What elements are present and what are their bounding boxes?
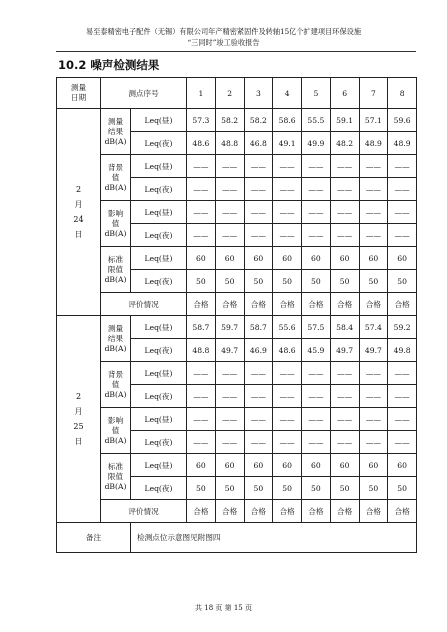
- measure-night-value-cell: 48.8: [215, 132, 244, 155]
- impact-day-value-cell: ——: [187, 201, 216, 224]
- date-cell-line: 月: [74, 200, 83, 209]
- table-row: [57, 454, 417, 477]
- impact-night-value-cell: ——: [273, 431, 302, 454]
- background-day-value-cell: ——: [215, 155, 244, 178]
- impact-night-value-cell: ——: [388, 224, 417, 247]
- impact-night-value-cell: ——: [244, 431, 273, 454]
- measure-day-value-cell: 58.7: [244, 316, 273, 339]
- standard-day-value-cell: 60: [359, 247, 388, 270]
- measure-category-cell-line: dB(A): [104, 136, 127, 146]
- measure-night-value-cell: 49.7: [215, 339, 244, 362]
- report-header: [40, 26, 407, 48]
- measure-day-value-cell: 58.6: [273, 109, 302, 132]
- standard-day-value-cell: 60: [330, 247, 359, 270]
- standard-night-value-cell: 50: [388, 477, 417, 500]
- standard-day-value-cell: 60: [273, 247, 302, 270]
- evaluation-value-cell: 合格: [215, 500, 244, 523]
- impact-night-value-cell: ——: [215, 224, 244, 247]
- background-night-value-cell: ——: [359, 385, 388, 408]
- standard-night-value-cell: 50: [330, 270, 359, 293]
- standard-night-value-cell: 50: [273, 270, 302, 293]
- standard-night-value-cell: 50: [359, 477, 388, 500]
- measure-day-value-cell: 55.5: [302, 109, 331, 132]
- standard-day-value-cell: 60: [187, 247, 216, 270]
- standard-day-value-cell: 60: [215, 247, 244, 270]
- period-label-cell: Leq(夜): [131, 178, 187, 201]
- background-day-value-cell: ——: [330, 155, 359, 178]
- remark-label-cell: 备注: [57, 523, 131, 553]
- period-label-cell: Leq(昼): [131, 408, 187, 431]
- background-night-value-cell: ——: [330, 385, 359, 408]
- impact-category-cell-line: dB(A): [104, 435, 127, 445]
- corner-header-line: 测量: [70, 83, 87, 92]
- point-number-cell: 7: [359, 78, 388, 109]
- date-cell: [57, 109, 101, 316]
- background-night-value-cell: ——: [302, 385, 331, 408]
- measure-day-value-cell: 57.3: [187, 109, 216, 132]
- measure-night-value-cell: 48.9: [359, 132, 388, 155]
- standard-night-value-cell: 50: [187, 477, 216, 500]
- background-day-value-cell: ——: [244, 155, 273, 178]
- measure-night-value-cell: 49.9: [302, 132, 331, 155]
- measure-night-value-cell: 49.1: [273, 132, 302, 155]
- report-header-line2: “三同时”竣工验收报告: [187, 38, 260, 47]
- table-row: [57, 155, 417, 178]
- evaluation-label-cell: 评价情况: [101, 293, 187, 316]
- impact-day-value-cell: ——: [187, 408, 216, 431]
- standard-category-cell-line: 限值: [107, 471, 124, 481]
- date-cell-line: 25: [73, 422, 84, 431]
- table-row: [57, 408, 417, 431]
- measure-day-value-cell: 59.6: [388, 109, 417, 132]
- measure-night-value-cell: 49.7: [359, 339, 388, 362]
- standard-day-value-cell: 60: [302, 247, 331, 270]
- section-title: 10.2 噪声检测结果: [58, 58, 160, 72]
- measure-night-value-cell: 48.8: [187, 339, 216, 362]
- report-header-line1: 易至泰精密电子配件（无锡）有限公司年产精密紧固件及转轴15亿个扩建项目环保设施: [85, 27, 362, 36]
- evaluation-value-cell: 合格: [330, 293, 359, 316]
- background-night-value-cell: ——: [244, 178, 273, 201]
- standard-category-cell-line: 标准: [107, 461, 124, 471]
- measure-night-value-cell: 48.2: [330, 132, 359, 155]
- standard-night-value-cell: 50: [215, 270, 244, 293]
- period-label-cell: Leq(夜): [131, 339, 187, 362]
- background-day-value-cell: ——: [187, 362, 216, 385]
- evaluation-value-cell: 合格: [388, 500, 417, 523]
- measure-day-value-cell: 59.2: [388, 316, 417, 339]
- impact-day-value-cell: ——: [302, 408, 331, 431]
- evaluation-value-cell: 合格: [273, 293, 302, 316]
- background-category-cell: [101, 155, 131, 201]
- measure-day-value-cell: 57.4: [359, 316, 388, 339]
- standard-night-value-cell: 50: [244, 270, 273, 293]
- impact-night-value-cell: ——: [330, 224, 359, 247]
- impact-category-cell: [101, 408, 131, 454]
- period-label-cell: Leq(昼): [131, 201, 187, 224]
- impact-day-value-cell: ——: [215, 201, 244, 224]
- impact-category-cell-line: 影响: [107, 208, 124, 218]
- standard-category-cell-line: dB(A): [104, 274, 127, 284]
- background-night-value-cell: ——: [388, 385, 417, 408]
- standard-night-value-cell: 50: [388, 270, 417, 293]
- evaluation-value-cell: 合格: [359, 293, 388, 316]
- evaluation-value-cell: 合格: [330, 500, 359, 523]
- table-row: [57, 316, 417, 339]
- background-category-cell-line: 值: [111, 379, 120, 389]
- impact-day-value-cell: ——: [273, 408, 302, 431]
- measure-night-value-cell: 46.9: [244, 339, 273, 362]
- header-divider: [56, 51, 416, 52]
- measure-day-value-cell: 58.2: [215, 109, 244, 132]
- standard-night-value-cell: 50: [273, 477, 302, 500]
- background-night-value-cell: ——: [187, 385, 216, 408]
- evaluation-value-cell: 合格: [359, 500, 388, 523]
- background-day-value-cell: ——: [244, 362, 273, 385]
- standard-category-cell-line: 标准: [107, 254, 124, 264]
- background-day-value-cell: ——: [302, 362, 331, 385]
- background-night-value-cell: ——: [302, 178, 331, 201]
- background-night-value-cell: ——: [359, 178, 388, 201]
- point-number-cell: 5: [302, 78, 331, 109]
- impact-category-cell: [101, 201, 131, 247]
- impact-night-value-cell: ——: [187, 431, 216, 454]
- impact-day-value-cell: ——: [244, 201, 273, 224]
- standard-day-value-cell: 60: [359, 454, 388, 477]
- period-label-cell: Leq(昼): [131, 316, 187, 339]
- evaluation-value-cell: 合格: [187, 293, 216, 316]
- background-category-cell-line: 值: [111, 172, 120, 182]
- period-label-cell: Leq(昼): [131, 247, 187, 270]
- measure-category-cell-line: dB(A): [104, 343, 127, 353]
- measure-day-value-cell: 55.6: [273, 316, 302, 339]
- evaluation-row: [57, 500, 417, 523]
- background-night-value-cell: ——: [187, 178, 216, 201]
- background-category-cell: [101, 362, 131, 408]
- impact-day-value-cell: ——: [359, 201, 388, 224]
- measure-category-cell: [101, 316, 131, 362]
- period-label-cell: Leq(昼): [131, 109, 187, 132]
- date-cell-line: 日: [74, 230, 83, 239]
- impact-night-value-cell: ——: [244, 224, 273, 247]
- evaluation-value-cell: 合格: [215, 293, 244, 316]
- standard-day-value-cell: 60: [244, 454, 273, 477]
- date-cell-line: 月: [74, 407, 83, 416]
- impact-category-cell-line: 值: [111, 218, 120, 228]
- impact-day-value-cell: ——: [302, 201, 331, 224]
- page-footer: 共 18 页 第 15 页: [195, 604, 252, 612]
- measure-night-value-cell: 49.8: [388, 339, 417, 362]
- standard-night-value-cell: 50: [187, 270, 216, 293]
- date-cell-line: 2: [75, 392, 82, 401]
- standard-category-cell: [101, 454, 131, 500]
- impact-night-value-cell: ——: [388, 431, 417, 454]
- period-label-cell: Leq(昼): [131, 155, 187, 178]
- measure-category-cell-line: 测量: [107, 116, 124, 126]
- impact-day-value-cell: ——: [215, 408, 244, 431]
- impact-night-value-cell: ——: [302, 431, 331, 454]
- table-row: [57, 109, 417, 132]
- measure-category-cell-line: 结果: [107, 126, 124, 136]
- evaluation-label-cell: 评价情况: [101, 500, 187, 523]
- measure-night-value-cell: 49.7: [330, 339, 359, 362]
- evaluation-value-cell: 合格: [302, 500, 331, 523]
- standard-day-value-cell: 60: [215, 454, 244, 477]
- date-cell-line: 日: [74, 437, 83, 446]
- background-day-value-cell: ——: [388, 362, 417, 385]
- date-cell-line: 2: [75, 185, 82, 194]
- period-label-cell: Leq(昼): [131, 454, 187, 477]
- noise-results-table: [56, 77, 417, 553]
- evaluation-row: [57, 293, 417, 316]
- measure-day-value-cell: 58.4: [330, 316, 359, 339]
- period-label-cell: Leq(夜): [131, 224, 187, 247]
- evaluation-value-cell: 合格: [244, 500, 273, 523]
- measure-category-cell-line: 测量: [107, 323, 124, 333]
- impact-day-value-cell: ——: [359, 408, 388, 431]
- background-day-value-cell: ——: [359, 155, 388, 178]
- impact-night-value-cell: ——: [359, 431, 388, 454]
- measure-day-value-cell: 58.2: [244, 109, 273, 132]
- impact-night-value-cell: ——: [302, 224, 331, 247]
- background-night-value-cell: ——: [244, 385, 273, 408]
- background-day-value-cell: ——: [330, 362, 359, 385]
- background-night-value-cell: ——: [273, 178, 302, 201]
- measure-day-value-cell: 58.7: [187, 316, 216, 339]
- point-number-cell: 6: [330, 78, 359, 109]
- background-day-value-cell: ——: [215, 362, 244, 385]
- point-number-header: 测点序号: [101, 78, 187, 109]
- background-category-cell-line: 背景: [107, 162, 124, 172]
- period-label-cell: Leq(夜): [131, 431, 187, 454]
- impact-night-value-cell: ——: [359, 224, 388, 247]
- standard-category-cell: [101, 247, 131, 293]
- background-day-value-cell: ——: [359, 362, 388, 385]
- table-row: [57, 201, 417, 224]
- background-night-value-cell: ——: [273, 385, 302, 408]
- period-label-cell: Leq(夜): [131, 477, 187, 500]
- impact-category-cell-line: 影响: [107, 415, 124, 425]
- background-category-cell-line: 背景: [107, 369, 124, 379]
- corner-header-cell: [57, 78, 101, 109]
- evaluation-value-cell: 合格: [302, 293, 331, 316]
- impact-day-value-cell: ——: [330, 408, 359, 431]
- measure-category-cell: [101, 109, 131, 155]
- remark-text-cell: 检测点位示意图见附图四: [131, 523, 417, 553]
- background-category-cell-line: dB(A): [104, 389, 127, 399]
- standard-night-value-cell: 50: [302, 270, 331, 293]
- measure-day-value-cell: 57.5: [302, 316, 331, 339]
- impact-day-value-cell: ——: [330, 201, 359, 224]
- measure-night-value-cell: 45.9: [302, 339, 331, 362]
- evaluation-value-cell: 合格: [244, 293, 273, 316]
- measure-category-cell-line: 结果: [107, 333, 124, 343]
- point-number-cell: 4: [273, 78, 302, 109]
- impact-day-value-cell: ——: [388, 201, 417, 224]
- background-day-value-cell: ——: [388, 155, 417, 178]
- standard-night-value-cell: 50: [359, 270, 388, 293]
- impact-category-cell-line: dB(A): [104, 228, 127, 238]
- standard-night-value-cell: 50: [330, 477, 359, 500]
- table-row: [57, 362, 417, 385]
- point-number-cell: 8: [388, 78, 417, 109]
- standard-night-value-cell: 50: [244, 477, 273, 500]
- standard-category-cell-line: 限值: [107, 264, 124, 274]
- measure-night-value-cell: 48.9: [388, 132, 417, 155]
- background-night-value-cell: ——: [330, 178, 359, 201]
- point-number-cell: 3: [244, 78, 273, 109]
- remark-row: [57, 523, 417, 553]
- impact-day-value-cell: ——: [273, 201, 302, 224]
- standard-day-value-cell: 60: [388, 454, 417, 477]
- standard-day-value-cell: 60: [273, 454, 302, 477]
- date-cell: [57, 316, 101, 523]
- background-night-value-cell: ——: [215, 178, 244, 201]
- period-label-cell: Leq(夜): [131, 132, 187, 155]
- period-label-cell: Leq(夜): [131, 270, 187, 293]
- evaluation-value-cell: 合格: [388, 293, 417, 316]
- background-night-value-cell: ——: [215, 385, 244, 408]
- measure-day-value-cell: 59.1: [330, 109, 359, 132]
- background-day-value-cell: ——: [273, 155, 302, 178]
- impact-day-value-cell: ——: [244, 408, 273, 431]
- table-row: [57, 247, 417, 270]
- impact-night-value-cell: ——: [330, 431, 359, 454]
- measure-day-value-cell: 59.7: [215, 316, 244, 339]
- impact-night-value-cell: ——: [273, 224, 302, 247]
- corner-header-line: 日期: [70, 93, 87, 102]
- evaluation-value-cell: 合格: [273, 500, 302, 523]
- background-day-value-cell: ——: [302, 155, 331, 178]
- measure-night-value-cell: 48.6: [187, 132, 216, 155]
- period-label-cell: Leq(夜): [131, 385, 187, 408]
- background-day-value-cell: ——: [273, 362, 302, 385]
- period-label-cell: Leq(昼): [131, 362, 187, 385]
- impact-category-cell-line: 值: [111, 425, 120, 435]
- standard-day-value-cell: 60: [302, 454, 331, 477]
- standard-day-value-cell: 60: [330, 454, 359, 477]
- measure-night-value-cell: 48.6: [273, 339, 302, 362]
- background-day-value-cell: ——: [187, 155, 216, 178]
- point-number-cell: 2: [215, 78, 244, 109]
- point-number-cell: 1: [187, 78, 216, 109]
- evaluation-value-cell: 合格: [187, 500, 216, 523]
- impact-day-value-cell: ——: [388, 408, 417, 431]
- standard-day-value-cell: 60: [388, 247, 417, 270]
- table-header-row: [57, 78, 417, 109]
- background-category-cell-line: dB(A): [104, 182, 127, 192]
- standard-day-value-cell: 60: [244, 247, 273, 270]
- standard-night-value-cell: 50: [302, 477, 331, 500]
- background-night-value-cell: ——: [388, 178, 417, 201]
- impact-night-value-cell: ——: [187, 224, 216, 247]
- standard-day-value-cell: 60: [187, 454, 216, 477]
- impact-night-value-cell: ——: [215, 431, 244, 454]
- standard-night-value-cell: 50: [215, 477, 244, 500]
- standard-category-cell-line: dB(A): [104, 481, 127, 491]
- measure-day-value-cell: 57.1: [359, 109, 388, 132]
- date-cell-line: 24: [73, 215, 84, 224]
- measure-night-value-cell: 46.8: [244, 132, 273, 155]
